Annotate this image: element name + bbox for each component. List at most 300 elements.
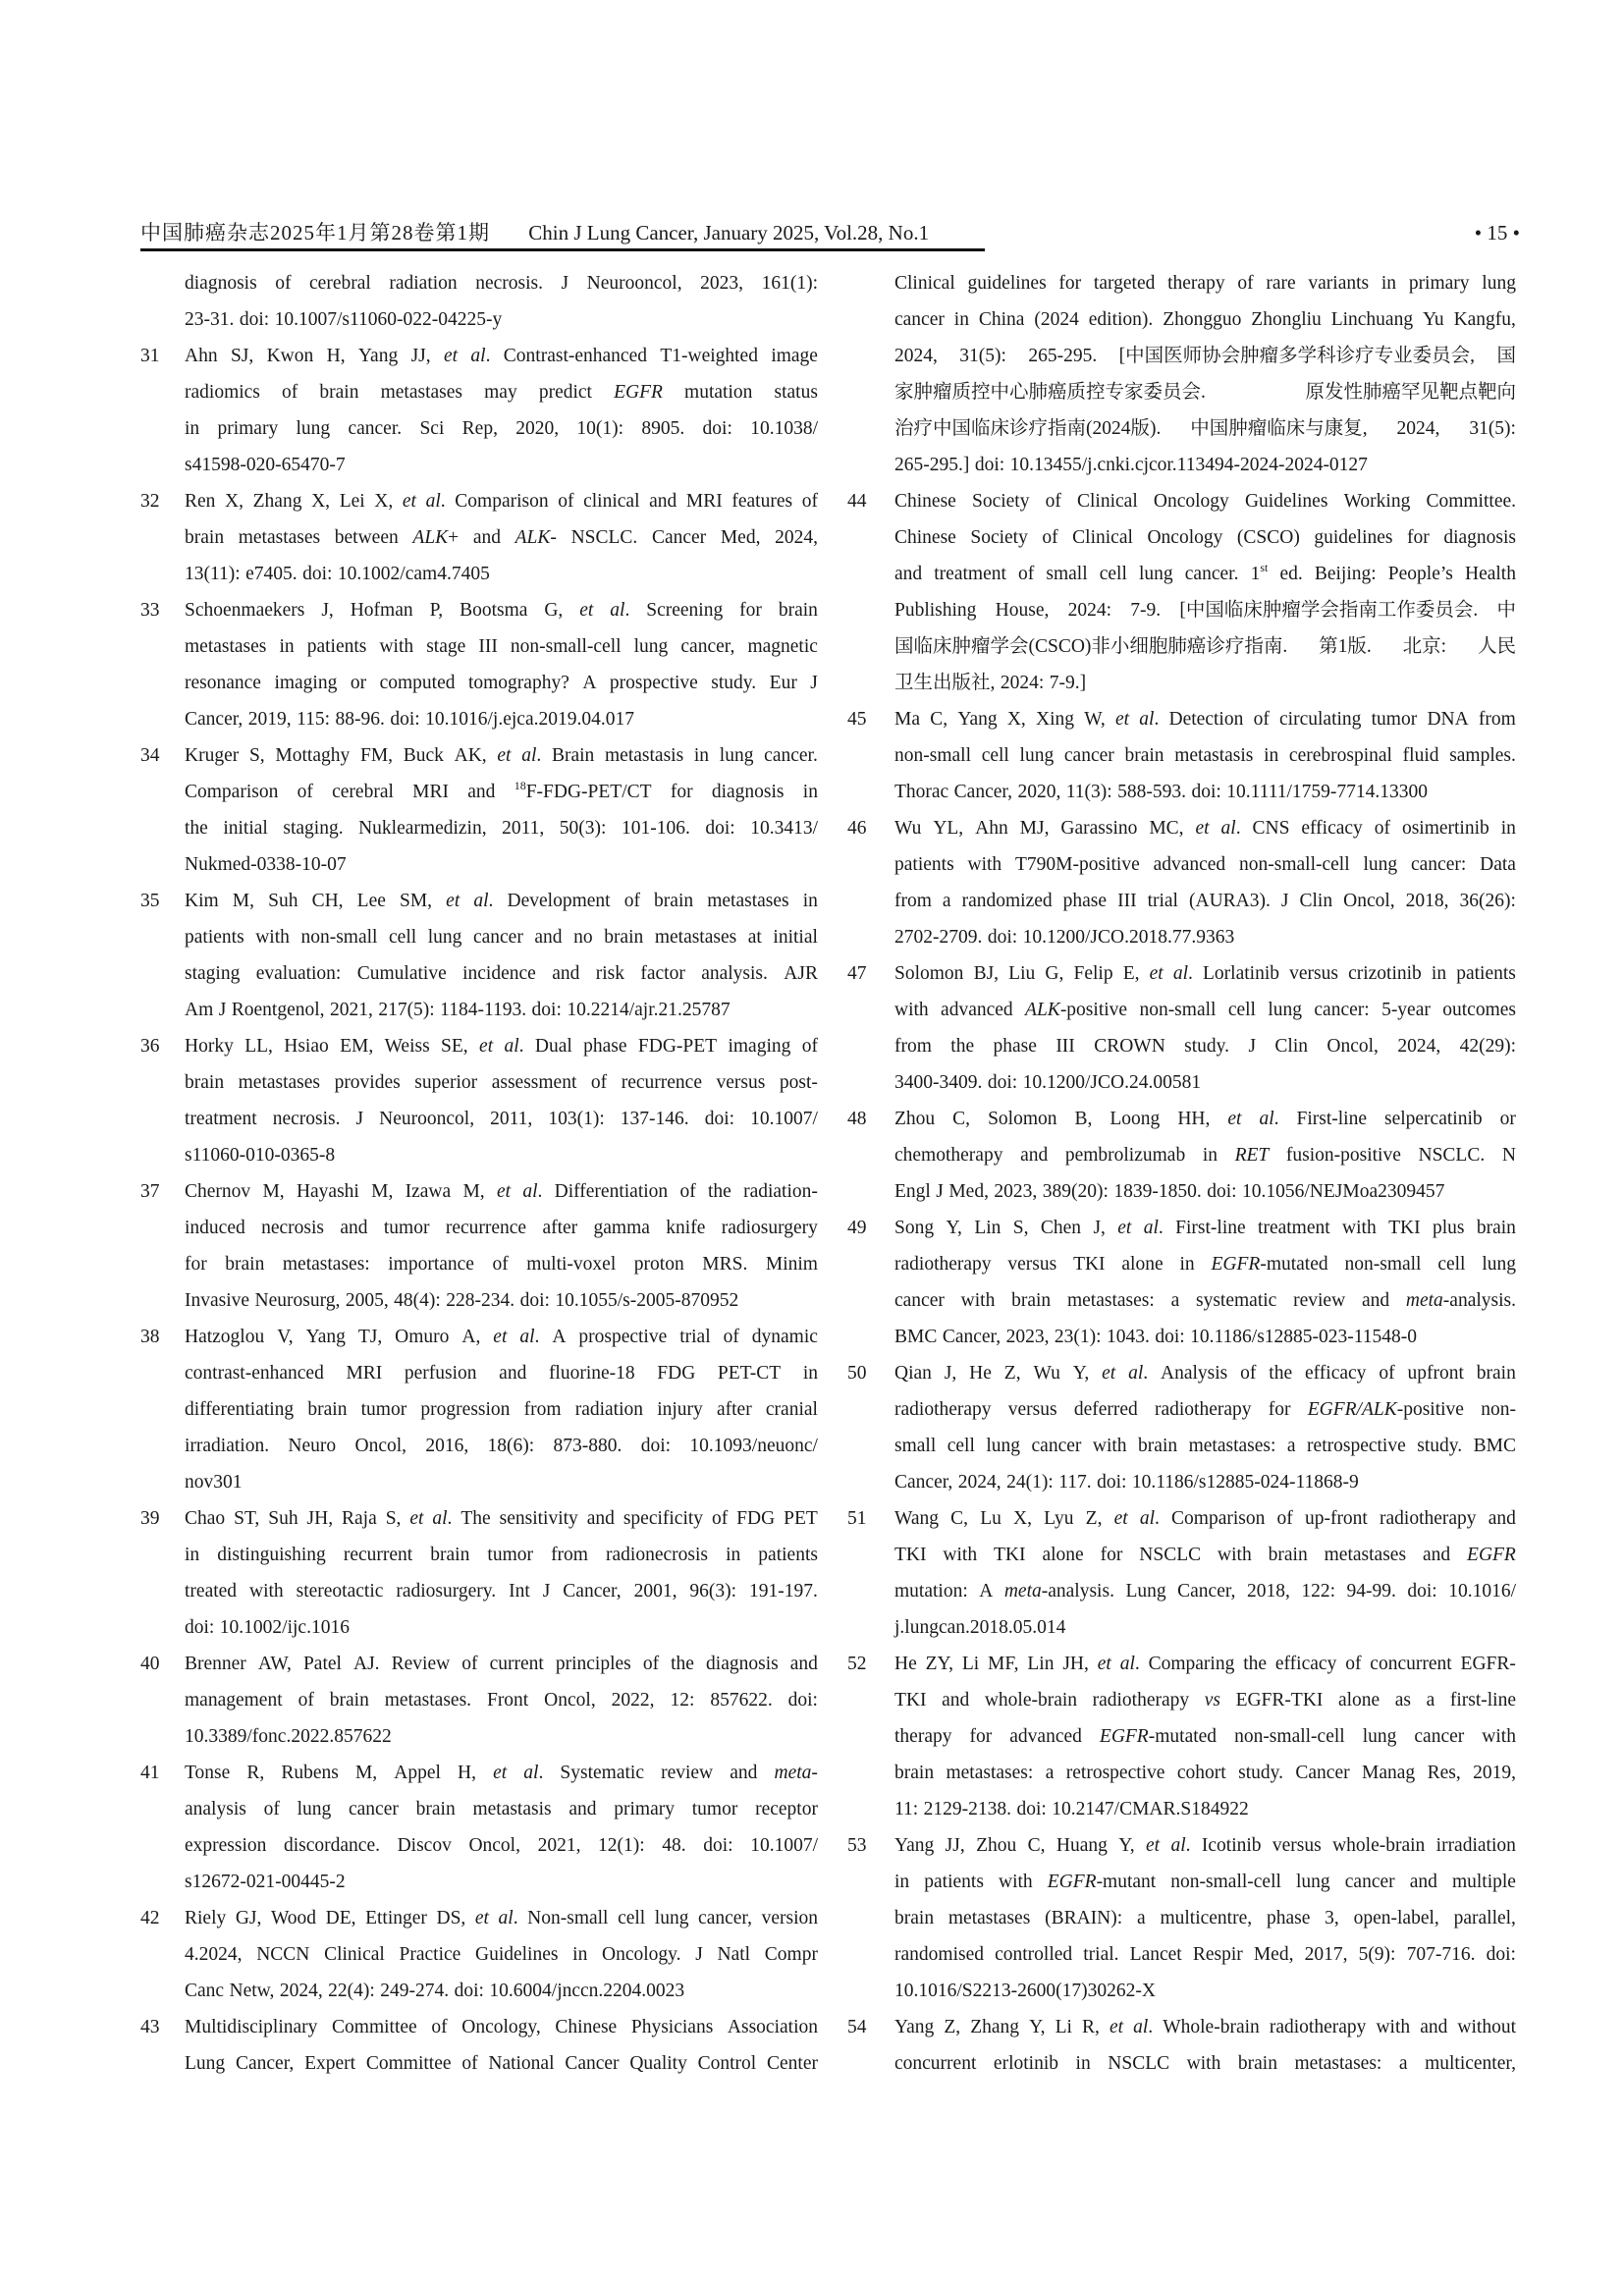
text-run: diagnosis — [1443, 527, 1516, 548]
word — [240, 301, 269, 338]
text-run: metastasis — [1174, 745, 1254, 766]
text-run: Suh — [268, 1508, 298, 1529]
word — [332, 2009, 417, 2045]
text-run: of — [1374, 818, 1390, 839]
text-run: cell — [1437, 1254, 1466, 1275]
word — [1342, 1210, 1377, 1246]
text-run: GJ, — [235, 1908, 262, 1928]
italic-run: EGFR — [1211, 1254, 1261, 1275]
word — [1063, 883, 1107, 919]
text-run: 265-295. — [1028, 346, 1098, 366]
text-run: 217(5): — [378, 1000, 435, 1020]
text-run: Oncol, — [354, 1436, 407, 1456]
text-run: of — [461, 1654, 478, 1674]
word — [1187, 2045, 1221, 2082]
text-run: . — [1158, 1218, 1164, 1238]
text-run: doi: — [1207, 1181, 1237, 1202]
word — [894, 774, 948, 810]
word — [185, 301, 234, 338]
text-run: 103(1): — [548, 1109, 605, 1129]
reference-number: 39 — [140, 1508, 160, 1529]
reference-item — [140, 1173, 818, 1319]
word — [406, 1173, 452, 1210]
word — [894, 1173, 931, 1210]
reference-line — [894, 447, 1516, 483]
reference-item — [140, 737, 818, 883]
text-run: radiation — [574, 1399, 644, 1420]
reference-text — [894, 1500, 1516, 1646]
text-run: First-line — [1175, 1218, 1246, 1238]
text-run: radiotherapy — [1154, 1399, 1252, 1420]
word — [281, 1755, 339, 1791]
reference-number: 46 — [847, 818, 867, 839]
word — [380, 665, 456, 701]
word — [1139, 1537, 1201, 1573]
word — [493, 1319, 507, 1355]
text-run: superior — [414, 1072, 478, 1093]
word — [249, 1573, 284, 1609]
reference-line — [185, 1791, 818, 1827]
word — [894, 2009, 934, 2045]
reference-line — [894, 955, 1516, 992]
text-run: 2024, — [894, 346, 938, 366]
word — [514, 774, 652, 810]
word — [395, 1319, 449, 1355]
word — [944, 2009, 960, 2045]
word — [357, 883, 386, 919]
word — [655, 1900, 689, 1936]
text-run: metastases: — [282, 1254, 370, 1275]
reference-item — [140, 2009, 818, 2082]
text-run: 第1版. — [1319, 636, 1372, 657]
word — [1242, 1173, 1444, 1210]
word — [1226, 774, 1428, 810]
text-run: F-FDG-PET/CT — [525, 782, 652, 802]
text-run: primary — [217, 418, 279, 439]
journal-title-chinese: 中国肺癌杂志2025年1月第28卷第1期 — [140, 221, 490, 244]
word — [472, 1791, 551, 1827]
word — [412, 519, 459, 556]
text-run: First-line — [1296, 1109, 1367, 1129]
text-run: Suh — [268, 891, 298, 911]
running-head — [140, 218, 985, 251]
word — [185, 592, 304, 628]
word — [298, 1682, 314, 1718]
word — [1171, 1500, 1265, 1537]
text-run: Cancer — [651, 527, 707, 548]
text-run: erlotinib — [993, 2053, 1058, 2074]
italic-run: RET — [1234, 1145, 1270, 1166]
word — [1489, 1500, 1516, 1537]
text-run: advanced — [941, 1000, 1013, 1020]
text-run: (BRAIN): — [1045, 1908, 1123, 1928]
italic-run: EGFR — [1467, 1545, 1516, 1565]
word — [894, 665, 995, 701]
word — [489, 1973, 684, 2009]
word — [1033, 1355, 1059, 1391]
text-run: differentiating — [185, 1399, 295, 1420]
word — [1007, 1246, 1056, 1282]
text-run: TKI — [1073, 1254, 1106, 1275]
text-run: parallel, — [1453, 1908, 1516, 1928]
text-run: Oncology, — [461, 2017, 541, 2037]
text-run: first-line — [1449, 1690, 1516, 1711]
word — [1402, 810, 1489, 846]
word — [671, 774, 693, 810]
word — [311, 483, 330, 519]
text-run: FM, — [359, 745, 394, 766]
word — [1305, 1500, 1368, 1537]
text-run: Tonse — [185, 1763, 231, 1783]
text-run: outcomes — [1442, 1000, 1516, 1020]
text-run: . — [485, 346, 491, 366]
text-run: EGFR-TKI — [1235, 1690, 1324, 1711]
text-run: AK, — [454, 745, 487, 766]
text-run: 10.1007/s11060-022-04225-y — [274, 309, 503, 330]
text-run: 治疗中国临床诊疗指南(2024版). — [894, 418, 1162, 439]
text-run: He — [894, 1654, 917, 1674]
word — [426, 483, 446, 519]
text-run: 2018, — [1405, 891, 1449, 911]
text-run: 2021, — [537, 1835, 581, 1856]
word — [461, 1319, 480, 1355]
word — [1055, 1319, 1102, 1355]
reference-item — [140, 1646, 818, 1755]
reference-line — [185, 519, 818, 556]
word — [970, 1718, 993, 1755]
reference-text — [894, 2009, 1516, 2082]
word — [332, 774, 394, 810]
word — [543, 1573, 551, 1609]
word — [1397, 410, 1440, 447]
text-run: Society — [970, 527, 1028, 548]
word — [1420, 2009, 1447, 2045]
reference-line — [185, 1064, 818, 1101]
word — [389, 919, 416, 955]
text-run: incidence — [462, 963, 536, 984]
text-run: cell — [1099, 564, 1127, 584]
text-run: non-small-cell — [1239, 854, 1350, 875]
word — [894, 1936, 984, 1973]
word — [385, 1028, 430, 1064]
reference-line — [185, 1355, 818, 1391]
text-run: cancer — [1031, 1436, 1082, 1456]
word — [994, 1537, 1026, 1573]
reference-line — [894, 556, 1516, 592]
word — [649, 483, 677, 519]
word — [894, 1464, 952, 1500]
word — [446, 1210, 526, 1246]
word — [1338, 1682, 1380, 1718]
word — [488, 1428, 535, 1464]
text-run: and — [1488, 1508, 1516, 1529]
text-run: EM, — [340, 1036, 374, 1057]
word — [394, 1282, 441, 1319]
word — [894, 1791, 918, 1827]
word — [479, 1028, 493, 1064]
text-run: YL, — [933, 818, 964, 839]
text-run: primary — [1408, 273, 1470, 294]
word — [1319, 628, 1372, 665]
text-run: of — [298, 1690, 314, 1711]
reference-item — [847, 1646, 1516, 1827]
reference-item — [847, 483, 1516, 701]
text-run: Z, — [1085, 1508, 1103, 1529]
word — [386, 1500, 402, 1537]
word — [974, 1210, 1001, 1246]
word — [894, 1573, 968, 1609]
word — [712, 1500, 728, 1537]
word — [462, 1173, 484, 1210]
text-run: AJ. — [353, 1654, 380, 1674]
word — [462, 955, 536, 992]
word — [1301, 810, 1362, 846]
reference-line — [185, 665, 818, 701]
text-run: patients — [306, 636, 367, 657]
word — [979, 301, 1025, 338]
reference-line — [185, 1464, 818, 1500]
word — [1144, 1210, 1164, 1246]
word — [1388, 1210, 1421, 1246]
reference-line — [894, 338, 1516, 374]
text-run: radiosurgery — [721, 1218, 818, 1238]
word — [275, 301, 503, 338]
word — [490, 1101, 532, 1137]
word — [567, 992, 730, 1028]
word — [1325, 1537, 1406, 1573]
text-run: in — [802, 782, 818, 802]
word — [1251, 556, 1269, 592]
italic-run: et — [402, 491, 416, 512]
word — [894, 1609, 1065, 1646]
word — [1212, 1246, 1328, 1282]
text-run: patients — [924, 1872, 984, 1892]
text-run: Association — [727, 2017, 818, 2037]
text-run: magnetic — [747, 636, 818, 657]
text-run: from — [894, 891, 932, 911]
text-run: 5(9): — [1358, 1944, 1396, 1965]
word — [652, 519, 706, 556]
text-run: . — [624, 600, 630, 621]
reference-item — [847, 1101, 1516, 1210]
word — [1307, 1428, 1406, 1464]
word — [1101, 1537, 1123, 1573]
word — [475, 1936, 558, 1973]
reference-text — [185, 1755, 818, 1900]
text-run: primary — [614, 1799, 675, 1819]
word — [409, 1500, 423, 1537]
word — [894, 592, 976, 628]
word — [988, 1064, 1017, 1101]
text-run: Oncol, — [468, 1835, 520, 1856]
text-run: G, — [544, 600, 564, 621]
text-run: alone — [1337, 1690, 1380, 1711]
text-run: phase — [583, 1036, 627, 1057]
reference-number: 40 — [140, 1654, 160, 1674]
reference-text — [185, 1319, 818, 1500]
text-run: MRI — [412, 782, 450, 802]
text-run: 48. — [662, 1835, 686, 1856]
text-run: metastases: — [1188, 1436, 1276, 1456]
text-run: 31(5): — [959, 346, 1006, 366]
word — [268, 883, 298, 919]
word — [1428, 1755, 1461, 1791]
word — [1370, 1646, 1451, 1682]
text-run: recurrence — [445, 1218, 527, 1238]
text-run: X, — [1013, 1508, 1032, 1529]
text-run: Res, — [1427, 1763, 1461, 1783]
text-run: and — [552, 963, 580, 984]
reference-line — [185, 1173, 818, 1210]
word — [1094, 1028, 1165, 1064]
text-run: and — [649, 491, 677, 512]
text-run: TKI — [894, 1545, 927, 1565]
word — [730, 1755, 757, 1791]
word — [1120, 1646, 1140, 1682]
text-run: E, — [1122, 963, 1140, 984]
word — [440, 992, 526, 1028]
text-run: resonance — [185, 673, 261, 693]
text-run: J, — [944, 1363, 957, 1384]
italic-run: ALK — [412, 527, 449, 548]
text-run: Lu — [980, 1508, 1001, 1529]
text-run: MRI — [346, 1363, 383, 1384]
word — [995, 1936, 1072, 1973]
word — [894, 1319, 937, 1355]
word — [353, 1646, 380, 1682]
reference-line — [185, 1500, 818, 1537]
reference-number: 33 — [140, 600, 160, 621]
word — [185, 1973, 224, 2009]
text-run: lung — [1296, 1872, 1330, 1892]
reference-line — [894, 1573, 1516, 1609]
text-run: of — [461, 2053, 478, 2074]
text-run: 10.13455/j.cnki.cjcor.113494-2024-2024-0127 — [1009, 455, 1368, 475]
word — [1308, 1391, 1464, 1428]
text-run: non-small-cell — [1234, 1726, 1345, 1747]
text-run: 23-31. — [185, 309, 235, 330]
text-run: Song — [894, 1218, 935, 1238]
text-run: . — [1273, 1109, 1279, 1129]
reference-line — [894, 701, 1516, 737]
word — [532, 992, 562, 1028]
word — [686, 483, 723, 519]
word — [253, 483, 302, 519]
word — [1117, 1210, 1131, 1246]
word — [1027, 1646, 1054, 1682]
word — [412, 774, 449, 810]
text-run: Invasive — [185, 1290, 250, 1311]
reference-line — [894, 1609, 1516, 1646]
word — [1173, 955, 1193, 992]
text-run: doi: — [1486, 1944, 1516, 1965]
text-run: metastases: — [1066, 1290, 1155, 1311]
word — [1154, 846, 1226, 883]
word — [1388, 556, 1453, 592]
text-run: DS, — [436, 1908, 466, 1928]
word — [1407, 1355, 1463, 1391]
word — [894, 1246, 992, 1282]
reference-text — [894, 265, 1516, 483]
reference-line — [894, 1137, 1516, 1173]
word — [894, 1900, 934, 1936]
word — [473, 519, 501, 556]
reference-line — [185, 919, 818, 955]
word — [1023, 1064, 1201, 1101]
word — [1245, 483, 1327, 519]
word — [894, 374, 1206, 410]
text-run: the — [707, 1181, 731, 1202]
text-run: doi: — [302, 564, 333, 584]
word — [366, 2045, 452, 2082]
text-run: lung — [633, 636, 669, 657]
word — [634, 628, 669, 665]
text-run: 10.2214/ajr.21.25787 — [567, 1000, 731, 1020]
text-run: + — [448, 527, 460, 548]
text-run: cancer — [1344, 1872, 1395, 1892]
text-run: and — [568, 1799, 597, 1819]
word — [475, 1900, 489, 1936]
reference-item — [847, 955, 1516, 1101]
text-run: of — [801, 491, 818, 512]
reference-line — [894, 483, 1516, 519]
text-run: cerebral — [332, 782, 394, 802]
text-run: in — [1075, 2053, 1091, 2074]
word — [297, 1173, 359, 1210]
text-run: JH, — [306, 1508, 334, 1529]
reference-number: 44 — [847, 491, 867, 512]
word — [455, 1973, 484, 2009]
text-run: cancer. — [1184, 564, 1239, 584]
reference-column-left — [140, 265, 818, 2082]
reference-line — [185, 1718, 818, 1755]
word — [1083, 1936, 1118, 1973]
text-run: cancer, — [698, 1908, 753, 1928]
reference-number: 31 — [140, 346, 160, 366]
text-run: Hsiao — [284, 1036, 329, 1057]
word — [1163, 301, 1241, 338]
word — [1305, 1936, 1348, 1973]
word — [579, 592, 593, 628]
text-run: diagnosis — [185, 273, 257, 294]
word — [1406, 1282, 1516, 1319]
word — [571, 519, 638, 556]
text-run: advanced — [1009, 1726, 1082, 1747]
text-run: Comparing — [1148, 1654, 1235, 1674]
text-run: 2024, — [279, 1981, 323, 2001]
reference-line — [185, 737, 818, 774]
text-run: prospective — [578, 1327, 668, 1347]
text-run: expression — [185, 1835, 267, 1856]
word — [775, 374, 818, 410]
word — [1296, 1101, 1367, 1137]
text-run: up-front — [1304, 1508, 1368, 1529]
text-run: 2020, — [515, 418, 560, 439]
text-run: 96(3): — [689, 1581, 737, 1602]
text-run: T1-weighted — [660, 346, 758, 366]
word — [1171, 1282, 1180, 1319]
text-run: Lee — [356, 891, 386, 911]
text-run: a — [1286, 1436, 1296, 1456]
text-run: of — [431, 2017, 448, 2037]
word — [1478, 628, 1516, 665]
reference-text — [894, 810, 1516, 955]
word — [894, 1355, 932, 1391]
text-run: therapy — [894, 1726, 952, 1747]
text-run: metastases — [947, 1908, 1031, 1928]
text-run: Felip — [1073, 963, 1113, 984]
text-run: for — [1407, 527, 1430, 548]
